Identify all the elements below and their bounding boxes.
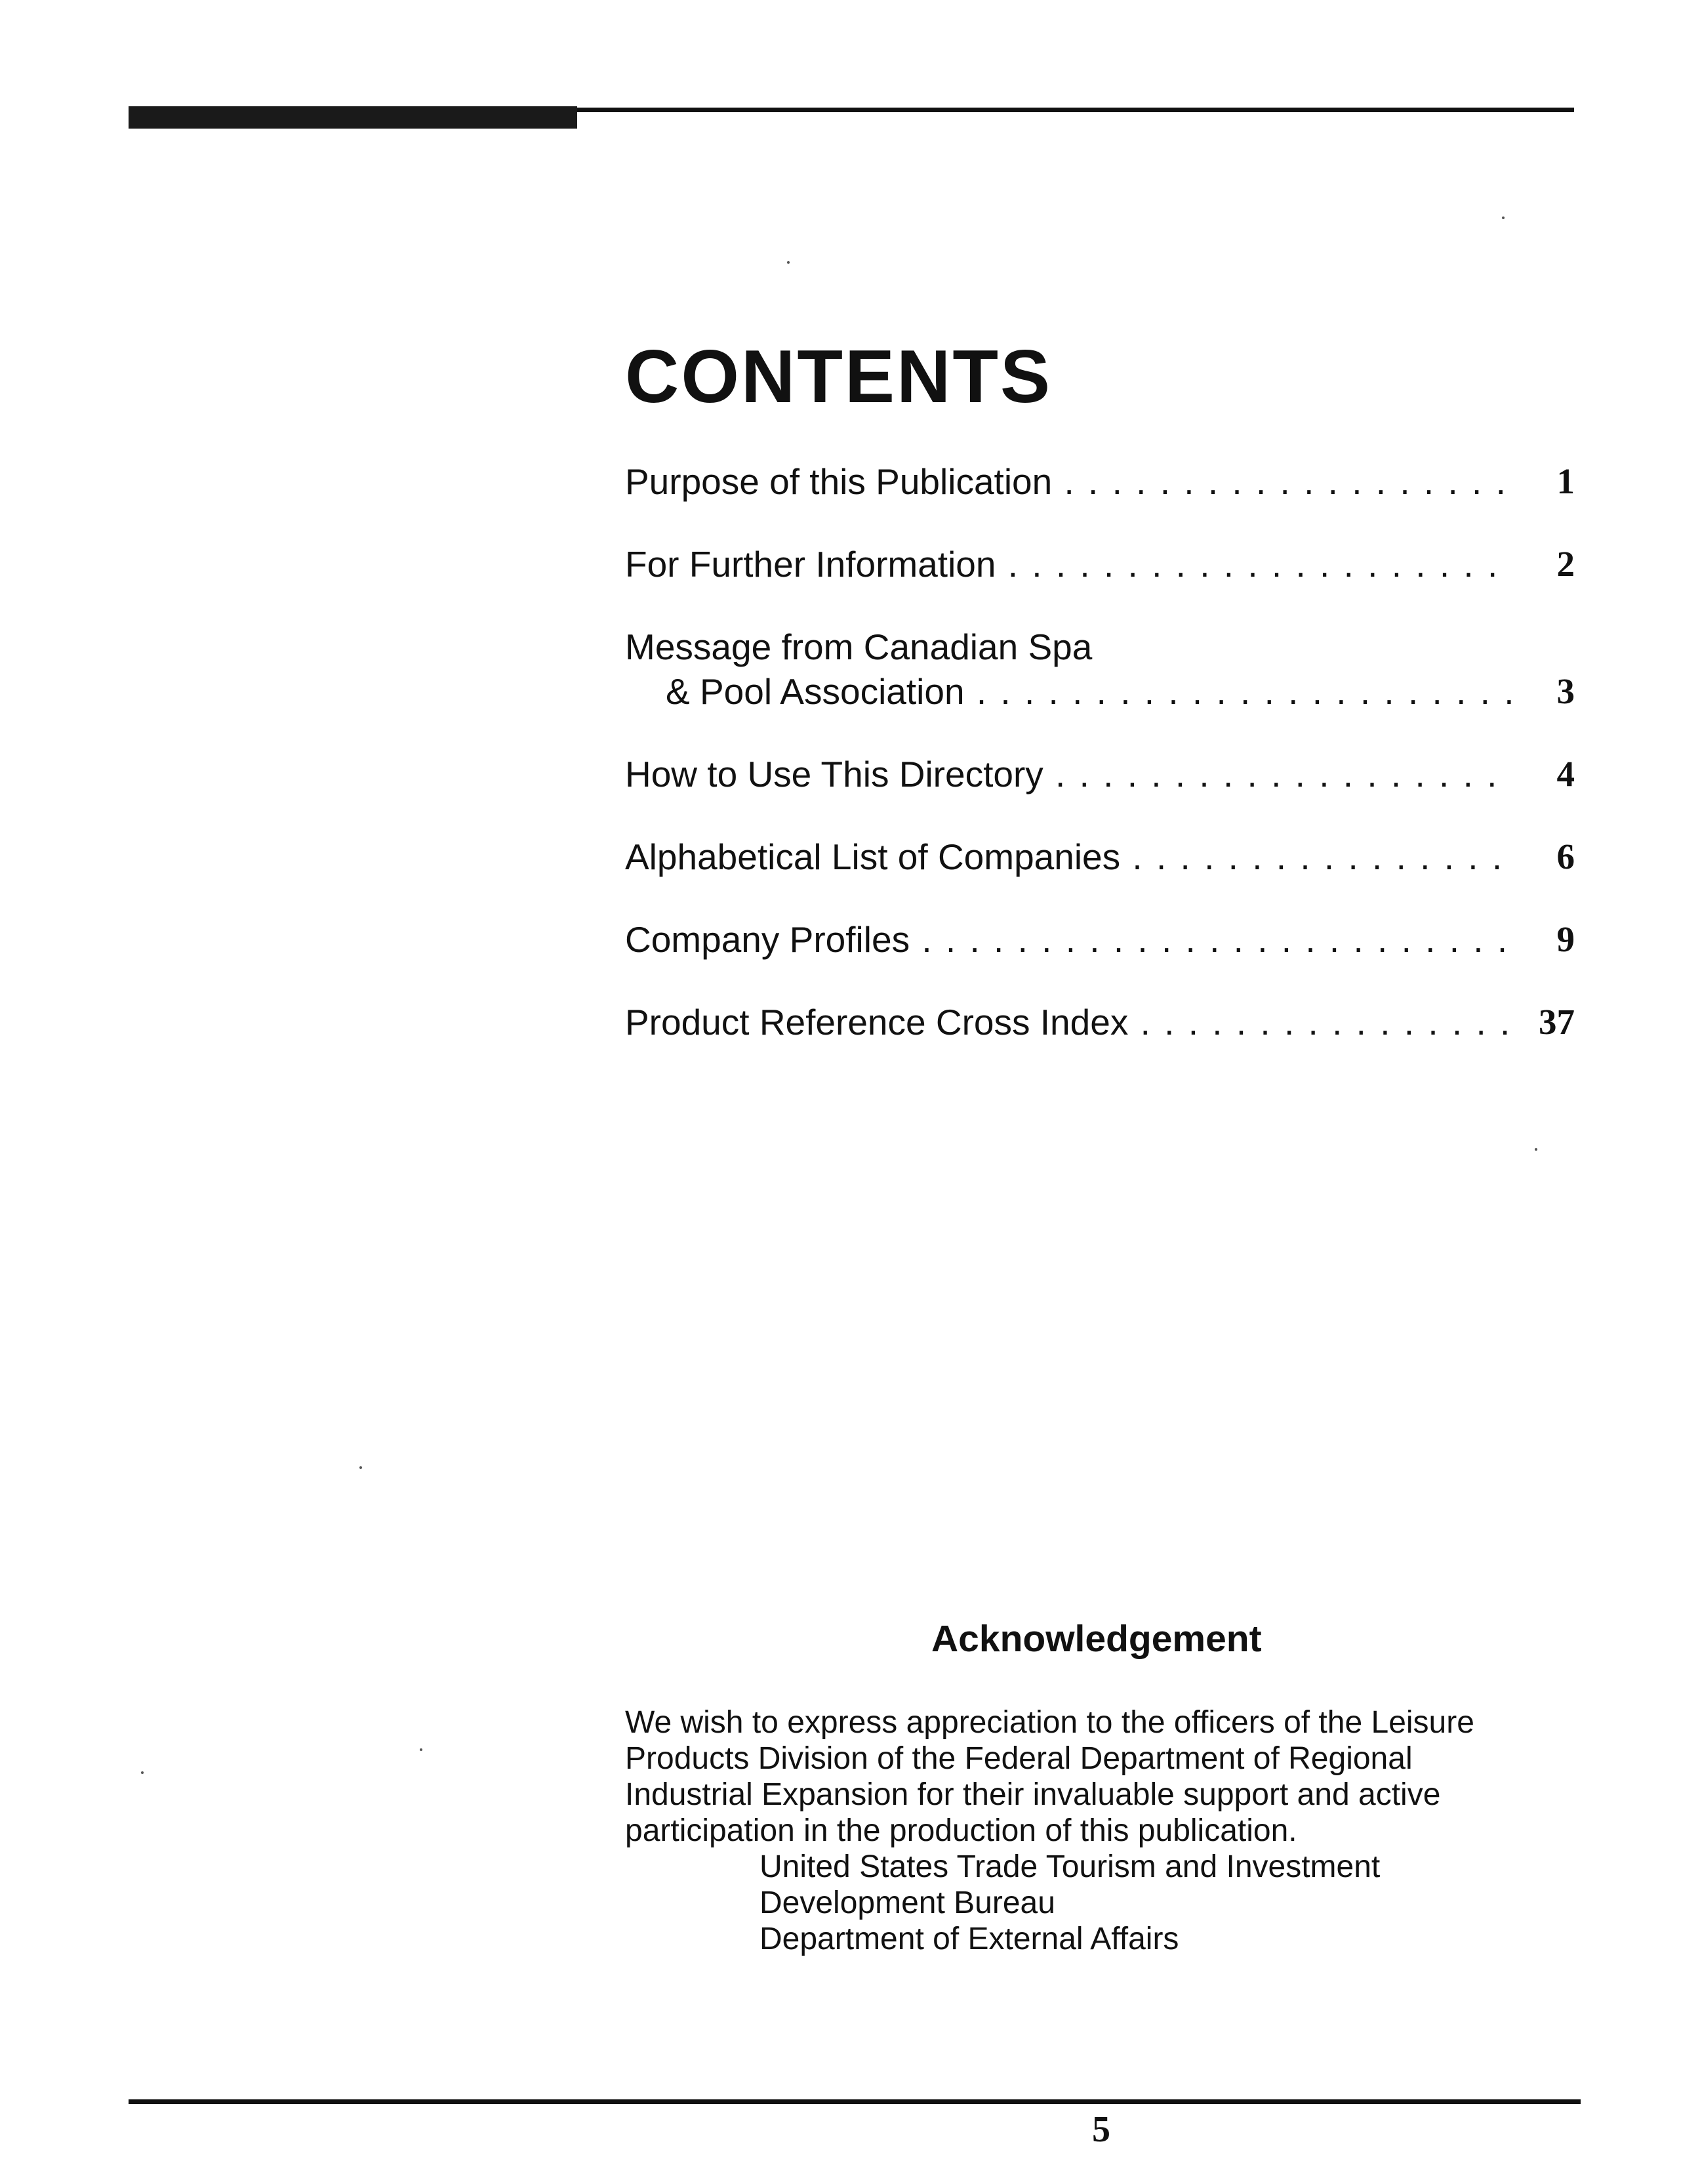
- toc-entry-label-line1: Message from Canadian Spa: [625, 627, 1093, 667]
- toc-entry-label: Company Profiles . . .: [625, 917, 1512, 962]
- toc-entry-message[interactable]: [625, 625, 1575, 714]
- toc-entry-alphabetical-list[interactable]: [625, 834, 1575, 879]
- toc-entry-label: & Pool Association . . .: [625, 669, 1512, 714]
- toc-entry-purpose[interactable]: [625, 459, 1575, 504]
- acknowledgement-line: Products Division of the Federal Department of Regional: [625, 1741, 1413, 1776]
- contents-title: CONTENTS: [625, 335, 1052, 419]
- scan-speck: [420, 1748, 422, 1751]
- toc-entry-page: 9: [1556, 919, 1575, 959]
- signatory-line: Department of External Affairs: [759, 1922, 1179, 1956]
- toc-entry-label: Product Reference Cross Index . . .: [625, 1000, 1512, 1044]
- acknowledgement-line: participation in the production of this publication.: [625, 1813, 1297, 1848]
- toc-entry-label: How to Use This Directory . . .: [625, 752, 1512, 796]
- toc-entry-how-to-use[interactable]: [625, 752, 1575, 796]
- signatory-line: United States Trade Tourism and Investment: [759, 1849, 1381, 1884]
- toc-entry-page: 4: [1556, 754, 1575, 794]
- toc-entry-label: Purpose of this Publication . . .: [625, 459, 1512, 504]
- toc-entry-page: 3: [1556, 671, 1575, 711]
- footer-rule: [129, 2099, 1581, 2104]
- toc-entry-label: For Further Information . . .: [625, 542, 1512, 587]
- scan-speck: [1535, 1148, 1537, 1151]
- scan-speck: [1502, 216, 1505, 219]
- acknowledgement-title: Acknowledgement: [931, 1618, 1262, 1660]
- scan-speck: [787, 261, 790, 264]
- toc-entry-page: 1: [1556, 461, 1575, 501]
- toc-entry-page: 37: [1539, 1002, 1575, 1042]
- toc-entry-cross-index[interactable]: [625, 1000, 1575, 1044]
- toc-entry-label: Alphabetical List of Companies . . .: [625, 834, 1512, 879]
- signatory-line: Development Bureau: [759, 1885, 1055, 1920]
- acknowledgement-text: [625, 1704, 1583, 1849]
- header-rule-thick: [129, 106, 577, 129]
- acknowledgement-line: Industrial Expansion for their invaluable support and active: [625, 1777, 1441, 1812]
- acknowledgement-signatories: [759, 1849, 1380, 1957]
- toc-entry-company-profiles[interactable]: [625, 917, 1575, 962]
- toc-entry-page: 2: [1556, 544, 1575, 584]
- acknowledgement-line: We wish to express appreciation to the officers of the Leisure: [625, 1705, 1474, 1740]
- scan-speck: [141, 1771, 144, 1774]
- scan-speck: [359, 1466, 362, 1469]
- toc-entry-further-information[interactable]: [625, 542, 1575, 587]
- toc-entry-page: 6: [1556, 836, 1575, 876]
- page-number: 5: [1092, 2109, 1110, 2150]
- header-rule-thin: [577, 108, 1574, 112]
